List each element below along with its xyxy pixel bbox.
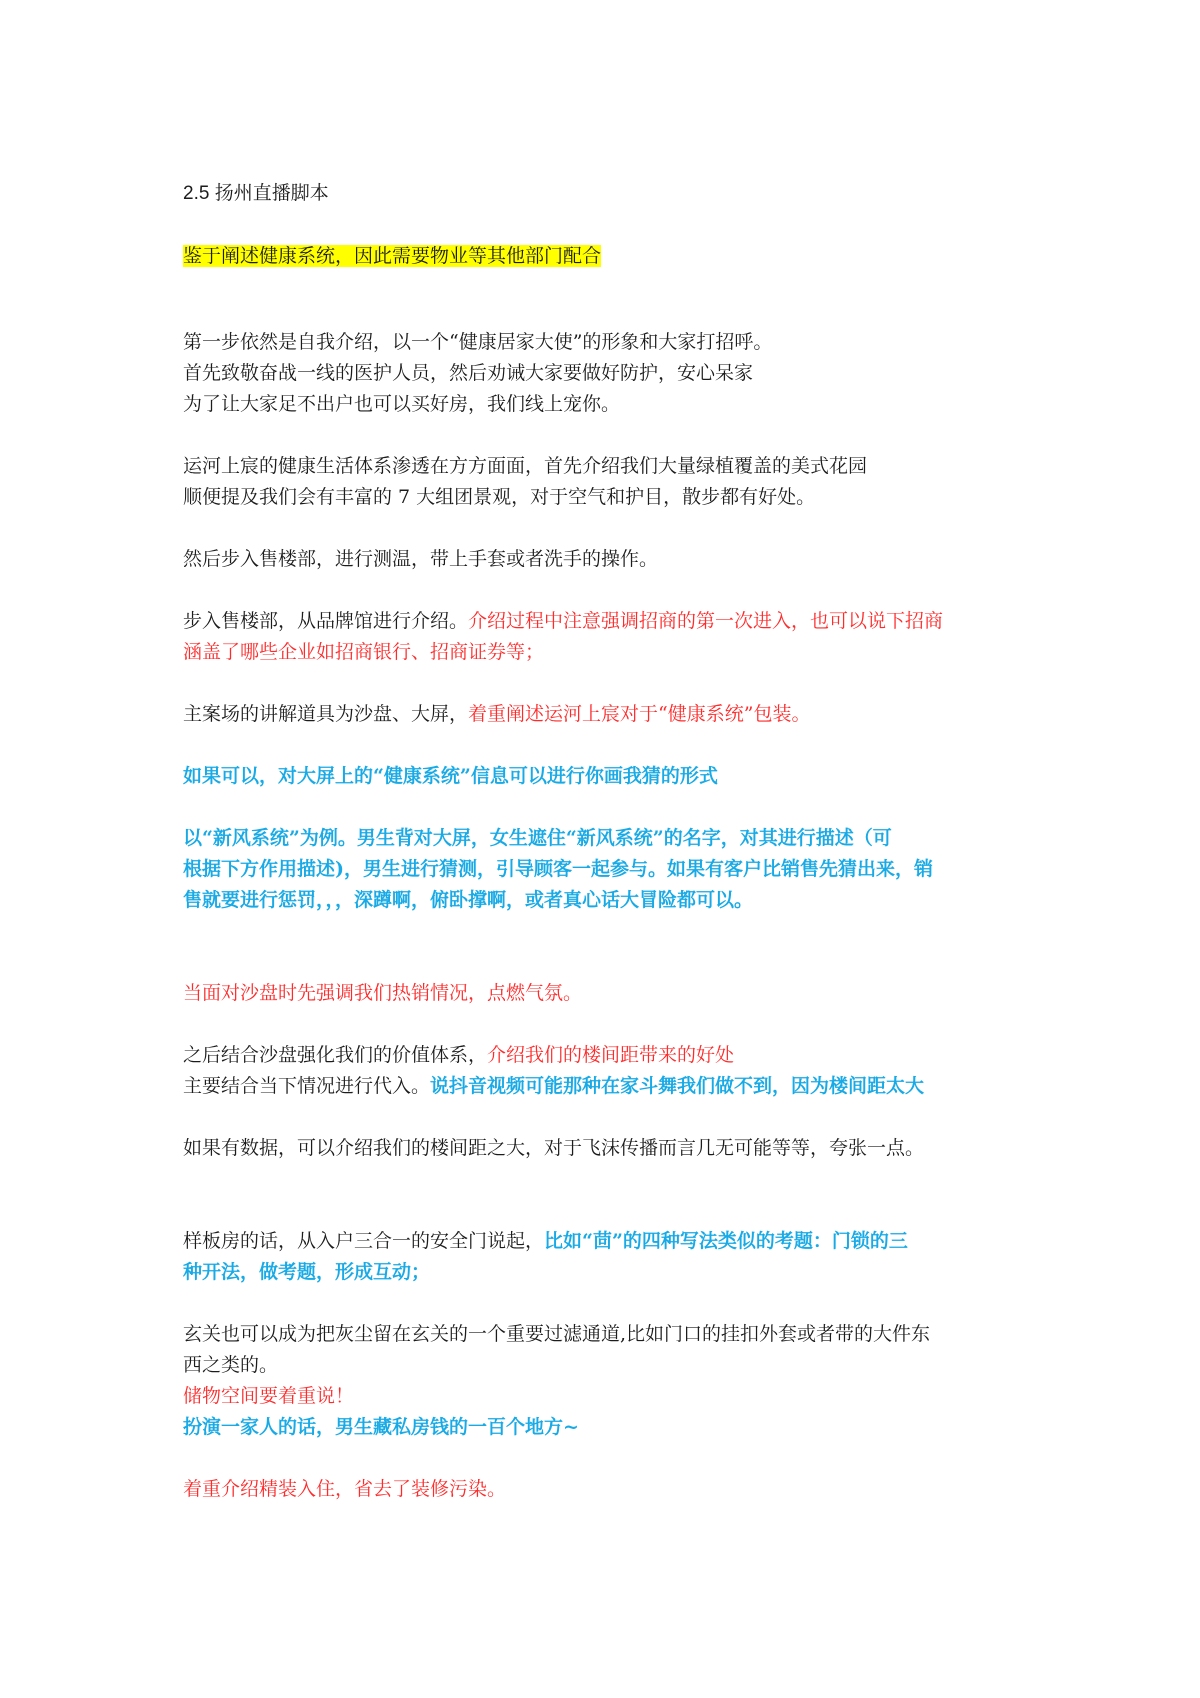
paragraph-example-line-1: 以“新风系统”为例。男生背对大屏，女生遮住“新风系统”的名字，对其进行描述（可 (183, 827, 892, 849)
paragraph-decoration: 着重介绍精装入住，省去了装修污染。 (183, 1478, 507, 1500)
paragraph-brand-line-1 (183, 605, 943, 637)
paragraph-props (183, 698, 810, 730)
paragraph-brand-line-2: 涵盖了哪些企业如招商银行、招商证券等； (183, 641, 545, 663)
paragraph-data: 如果有数据，可以介绍我们的楼间距之大，对于飞沫传播而言几无可能等等，夸张一点。 (183, 1137, 925, 1159)
paragraph-intro-line-1: 第一步依然是自我介绍，以一个“健康居家大使”的形象和大家打招呼。 (183, 331, 773, 353)
paragraph-value-line-1 (183, 1039, 734, 1071)
brand-emphasis: 介绍过程中注意强调招商的第一次进入，也可以说下招商 (468, 610, 944, 632)
paragraph-guess-game: 如果可以，对大屏上的“健康系统”信息可以进行你画我猜的形式 (183, 765, 718, 787)
context-text: 主要结合当下情况进行代入。 (183, 1075, 431, 1097)
paragraph-intro-line-2: 首先致敬奋战一线的医护人员，然后劝诫大家要做好防护，安心呆家 (183, 362, 754, 384)
paragraph-garden-line-1: 运河上宸的健康生活体系渗透在方方面面，首先介绍我们大量绿植覆盖的美式花园 (183, 455, 868, 477)
paragraph-garden-line-2: 顺便提及我们会有丰富的 7 大组团景观，对于空气和护目，散步都有好处。 (183, 486, 816, 508)
paragraph-sales-office: 然后步入售楼部，进行测温，带上手套或者洗手的操作。 (183, 548, 659, 570)
paragraph-entrance-line-2: 西之类的。 (183, 1354, 279, 1376)
highlighted-text: 鉴于阐述健康系统，因此需要物业等其他部门配合 (183, 245, 602, 267)
highlight-note (183, 240, 601, 272)
paragraph-storage: 储物空间要着重说！ (183, 1385, 355, 1407)
brand-text: 步入售楼部，从品牌馆进行介绍。 (183, 610, 469, 632)
paragraph-example-line-2: 根据下方作用描述)，男生进行猜测，引导顾客一起参与。如果有客户比销售先猜出来，销 (183, 858, 933, 880)
model-emphasis: 比如“茴”的四种写法类似的考题：门锁的三 (544, 1230, 908, 1252)
paragraph-model-line-1 (183, 1225, 908, 1257)
paragraph-example-line-3: 售就要进行惩罚，，，深蹲啊，俯卧撑啊，或者真心话大冒险都可以。 (183, 889, 754, 911)
paragraph-entrance-line-1: 玄关也可以成为把灰尘留在玄关的一个重要过滤通道,比如门口的挂扣外套或者带的大件东 (183, 1323, 931, 1345)
model-text: 样板房的话，从入户三合一的安全门说起， (183, 1230, 545, 1252)
value-emphasis: 介绍我们的楼间距带来的好处 (487, 1044, 735, 1066)
document-heading: 2.5 扬州直播脚本 (183, 183, 329, 204)
paragraph-model-line-2: 种开法，做考题，形成互动； (183, 1261, 431, 1283)
props-text: 主案场的讲解道具为沙盘、大屏， (183, 703, 469, 725)
paragraph-value-line-2 (183, 1070, 924, 1102)
paragraph-family: 扮演一家人的话，男生藏私房钱的一百个地方~ (183, 1416, 579, 1438)
context-emphasis: 说抖音视频可能那种在家斗舞我们做不到，因为楼间距太大 (430, 1075, 925, 1097)
props-emphasis: 着重阐述运河上宸对于“健康系统”包装。 (468, 703, 811, 725)
value-text: 之后结合沙盘强化我们的价值体系， (183, 1044, 488, 1066)
paragraph-intro-line-3: 为了让大家足不出户也可以买好房，我们线上宠你。 (183, 393, 621, 415)
paragraph-hot-sales: 当面对沙盘时先强调我们热销情况，点燃气氛。 (183, 982, 583, 1004)
